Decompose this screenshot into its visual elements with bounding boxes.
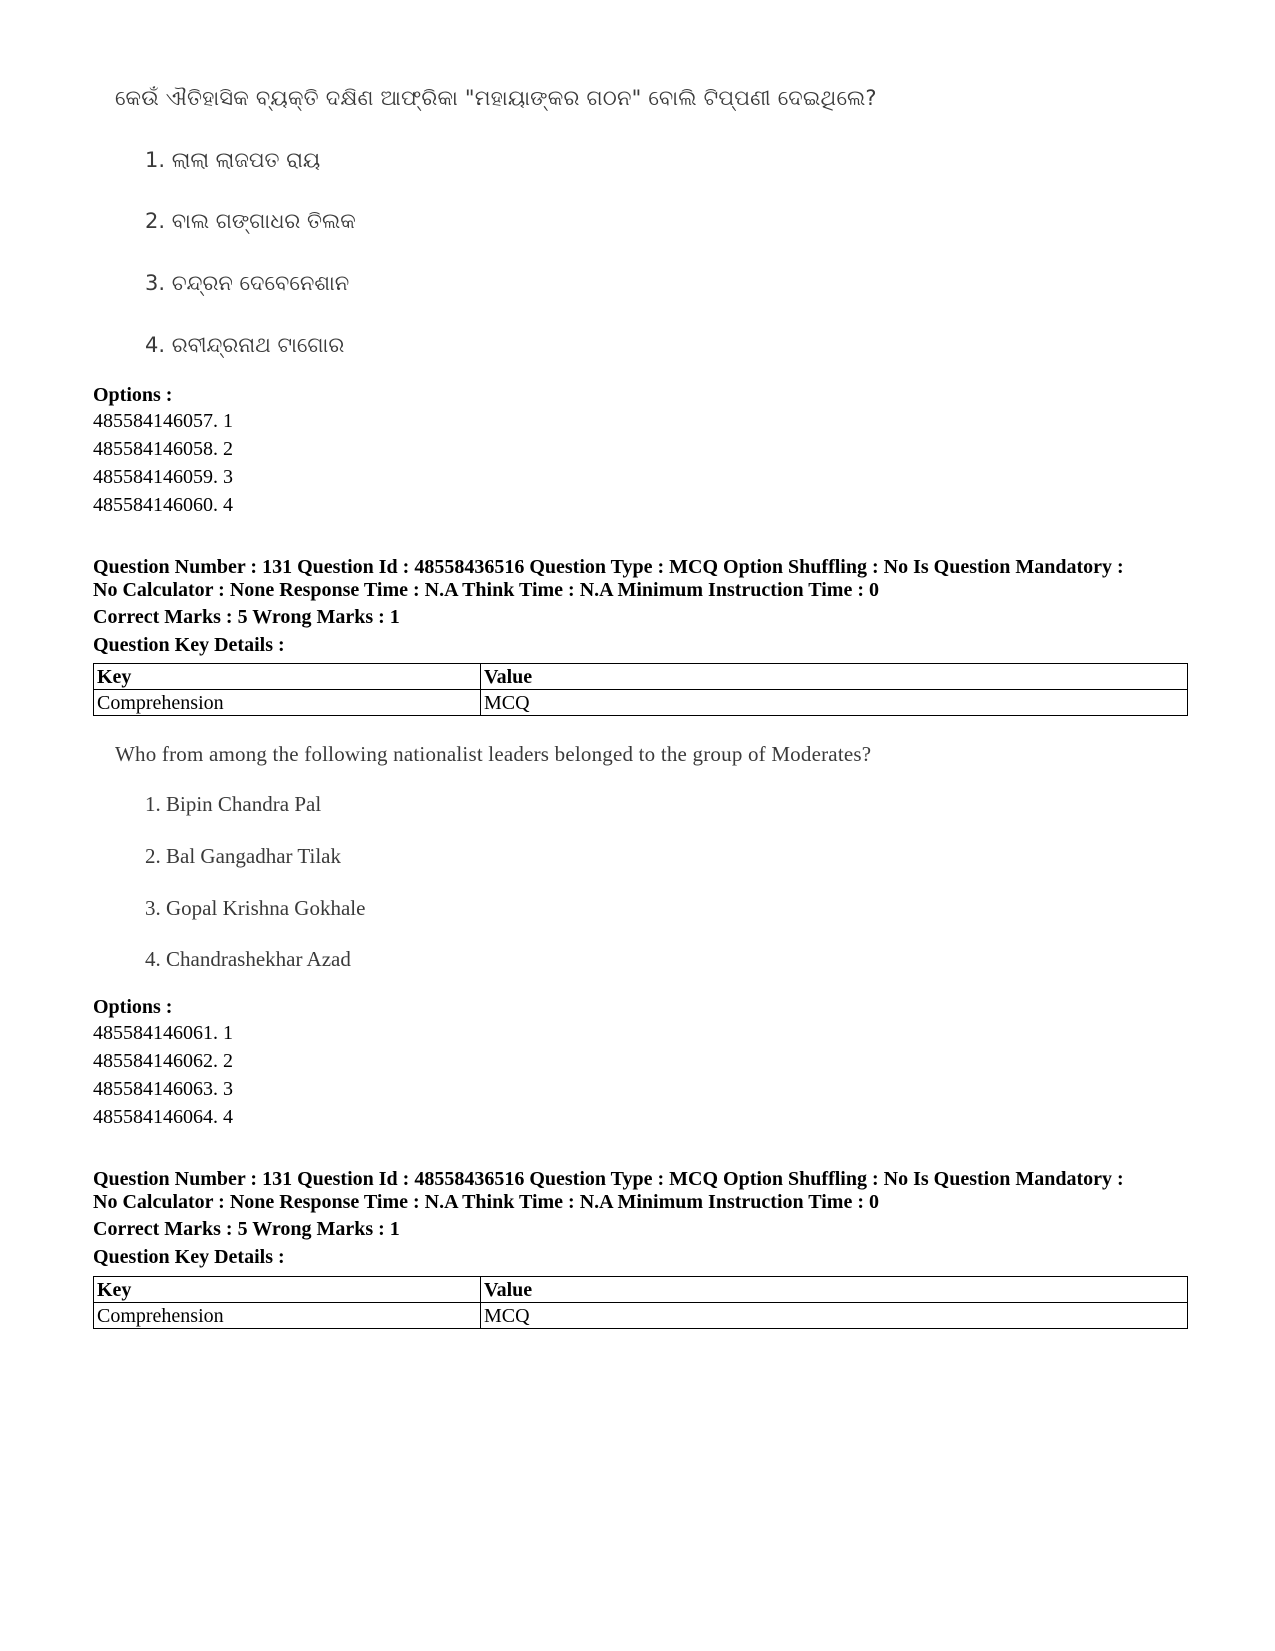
- marks-line: Correct Marks : 5 Wrong Marks : 1: [93, 606, 400, 628]
- question-image-english: [115, 742, 1015, 982]
- choice-2: 2. Bal Gangadhar Tilak: [145, 844, 341, 868]
- choice-1: 1. ଲାଲା ଲାଜପତ ରାୟ: [145, 148, 321, 172]
- option-id: 485584146058. 2: [93, 438, 233, 460]
- table-cell: MCQ: [481, 1303, 1188, 1329]
- choice-4: 4. ରବୀନ୍ଦ୍ରନାଥ ଟାଗୋର: [145, 333, 345, 357]
- meta-line: No Calculator : None Response Time : N.A Think Time : N.A Minimum Instruction Time : 0: [93, 1191, 879, 1213]
- key-value-table: [93, 1276, 1188, 1329]
- choice-4: 4. Chandrashekhar Azad: [145, 947, 351, 971]
- option-id: 485584146060. 4: [93, 494, 233, 516]
- key-details-label: Question Key Details :: [93, 634, 285, 656]
- question-image-odia: [115, 86, 1015, 366]
- choice-1: 1. Bipin Chandra Pal: [145, 792, 322, 816]
- table-header-key: Key: [94, 1277, 481, 1303]
- choice-3: 3. ଚନ୍ଦ୍ରନ ଦେବେନେଶାନ: [145, 271, 350, 295]
- key-value-table: [93, 663, 1188, 716]
- marks-line: Correct Marks : 5 Wrong Marks : 1: [93, 1218, 400, 1240]
- choice-2: 2. ବାଲ ଗଙ୍ଗାଧର ତିଲକ: [145, 209, 356, 233]
- table-cell: Comprehension: [94, 690, 481, 716]
- question-text: କେଉଁ ଐତିହାସିକ ବ୍ୟକ୍ତି ଦକ୍ଷିଣ ଆଫ୍ରିକା "ମହାୟାଙ୍କର ଗଠନ" ବୋଲି ଟିପ୍ପଣୀ ଦେଇଥିଲେ?: [115, 86, 877, 110]
- option-id: 485584146059. 3: [93, 466, 233, 488]
- options-block-2: [93, 996, 1188, 1131]
- question-text: Who from among the following nationalist leaders belonged to the group of Moderates?: [115, 742, 872, 766]
- table-header-value: Value: [481, 1277, 1188, 1303]
- table-cell: MCQ: [481, 690, 1188, 716]
- option-id: 485584146057. 1: [93, 410, 233, 432]
- table-header-key: Key: [94, 664, 481, 690]
- question-meta-1: [93, 556, 1188, 657]
- options-label: Options :: [93, 996, 173, 1018]
- table-header-value: Value: [481, 664, 1188, 690]
- options-block-1: [93, 384, 1188, 519]
- meta-line: Question Number : 131 Question Id : 48558436516 Question Type : MCQ Option Shuffling : No Is Question Mandatory :: [93, 1168, 1124, 1190]
- choice-3: 3. Gopal Krishna Gokhale: [145, 896, 366, 920]
- options-label: Options :: [93, 384, 173, 406]
- option-id: 485584146064. 4: [93, 1106, 233, 1128]
- meta-line: Question Number : 131 Question Id : 48558436516 Question Type : MCQ Option Shuffling : No Is Question Mandatory :: [93, 556, 1124, 578]
- option-id: 485584146062. 2: [93, 1050, 233, 1072]
- table-cell: Comprehension: [94, 1303, 481, 1329]
- question-meta-2: [93, 1168, 1188, 1269]
- key-details-label: Question Key Details :: [93, 1246, 285, 1268]
- option-id: 485584146063. 3: [93, 1078, 233, 1100]
- meta-line: No Calculator : None Response Time : N.A Think Time : N.A Minimum Instruction Time : 0: [93, 579, 879, 601]
- option-id: 485584146061. 1: [93, 1022, 233, 1044]
